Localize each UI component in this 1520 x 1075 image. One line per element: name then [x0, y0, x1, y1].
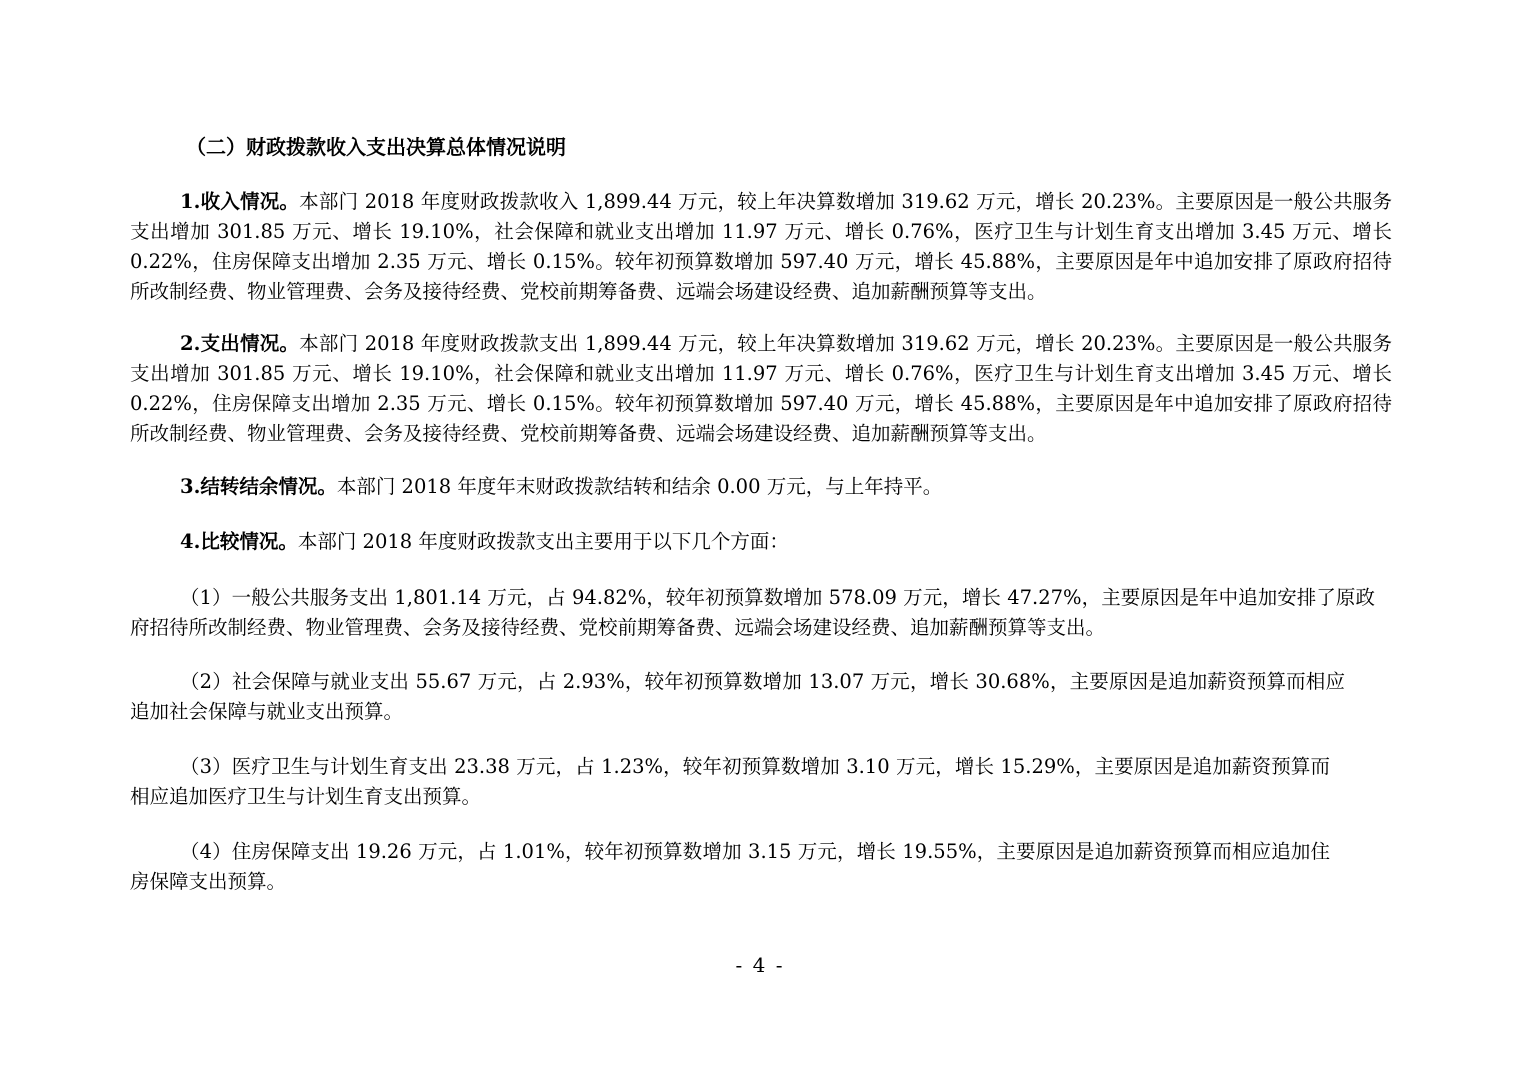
compare-paragraph [130, 527, 1392, 557]
income-text: 本部门 2018 年度财政拨款收入 1,899.44 万元，较上年决算数增加 319.62 万元，增长 20.23%。主要原因是一般公共服务支出增加 301.85 万元、增长 19.10%，社会保障和就业支出增加 11.97 万元、增长 0.76%，医疗卫生与计划生育支出增加 3.45 万元、增长 0.22%，住房保障支出增加 2.35 万元、增长 0.15%。较年初预算数增加 597.40 万元，增长 45.88%，主要原因是年中追加安排了原政府招待所改制经费、物业管理费、会务及接待经费、党校前期筹备费、远端会场建设经费、追加薪酬预算等支出。 [130, 190, 1393, 303]
carryover-lead: 3.结转结余情况。 [180, 475, 337, 498]
compare-text: 本部门 2018 年度财政拨款支出主要用于以下几个方面： [297, 530, 789, 553]
expense-paragraph [130, 329, 1392, 449]
expense-text: 本部门 2018 年度财政拨款支出 1,899.44 万元，较上年决算数增加 319.62 万元，增长 20.23%。主要原因是一般公共服务支出增加 301.85 万元、增长 19.10%，社会保障和就业支出增加 11.97 万元、增长 0.76%，医疗卫生与计划生育支出增加 3.45 万元、增长 0.22%，住房保障支出增加 2.35 万元、增长 0.15%。较年初预算数增加 597.40 万元，增长 45.88%，主要原因是年中追加安排了原政府招待所改制经费、物业管理费、会务及接待经费、党校前期筹备费、远端会场建设经费、追加薪酬预算等支出。 [130, 332, 1393, 445]
carryover-paragraph [130, 472, 1392, 502]
housing-security-item: （4）住房保障支出 19.26 万元，占 1.01%，较年初预算数增加 3.15 万元，增长 19.55%，主要原因是追加薪资预算而相应追加住房保障支出预算。 [130, 840, 1330, 893]
health-care-item: （3）医疗卫生与计划生育支出 23.38 万元，占 1.23%，较年初预算数增加 3.10 万元，增长 15.29%，主要原因是追加薪资预算而相应追加医疗卫生与计划生育支出预算。 [130, 755, 1330, 808]
page-number: - 4 - [735, 953, 785, 977]
social-security-item: （2）社会保障与就业支出 55.67 万元，占 2.93%，较年初预算数增加 13.07 万元，增长 30.68%，主要原因是追加薪资预算而相应追加社会保障与就业支出预算。 [130, 670, 1345, 723]
general-public-service-item: （1）一般公共服务支出 1,801.14 万元，占 94.82%，较年初预算数增加 578.09 万元，增长 47.27%，主要原因是年中追加安排了原政府招待所改制经费、物业管理费、会务及接待经费、党校前期筹备费、远端会场建设经费、追加薪酬预算等支出。 [130, 586, 1375, 639]
section-heading: （二）财政拨款收入支出决算总体情况说明 [186, 135, 566, 159]
expense-lead: 2.支出情况。 [180, 332, 300, 355]
compare-lead: 4.比较情况。 [180, 530, 298, 553]
income-paragraph [130, 187, 1392, 307]
income-lead: 1.收入情况。 [180, 190, 300, 213]
carryover-text: 本部门 2018 年度年末财政拨款结转和结余 0.00 万元，与上年持平。 [336, 475, 943, 498]
